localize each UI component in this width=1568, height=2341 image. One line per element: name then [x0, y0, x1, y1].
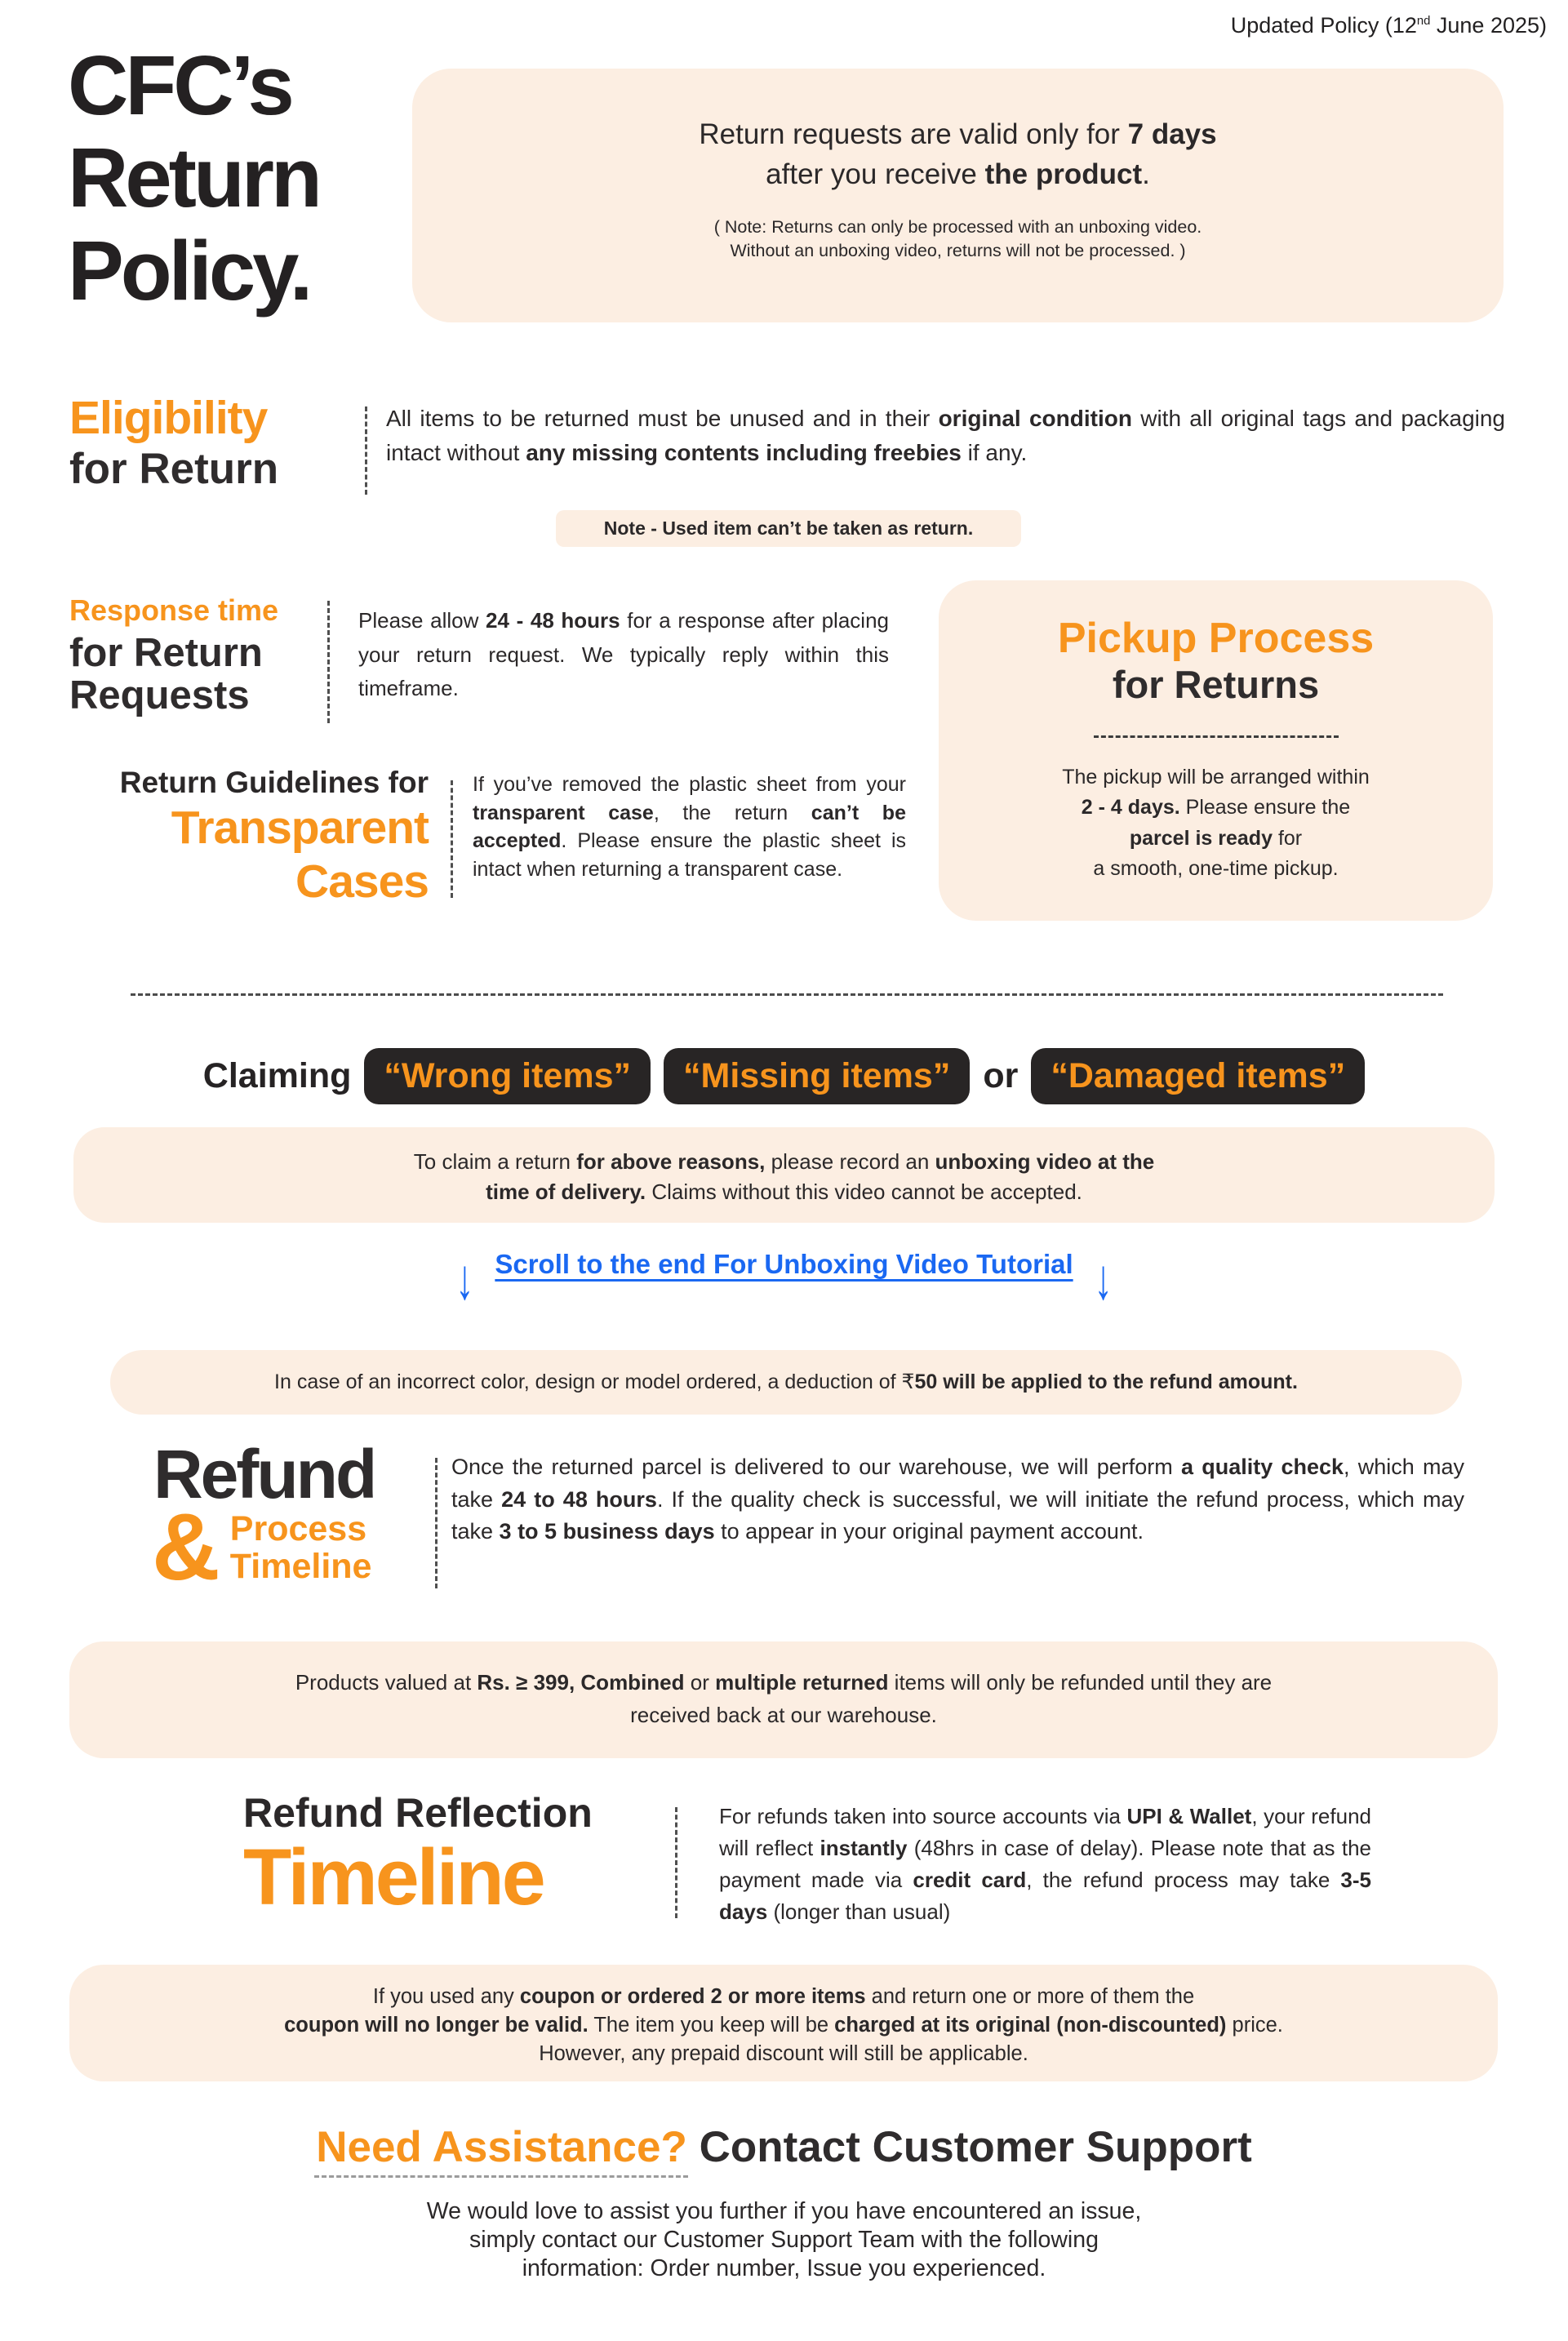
text-line [719, 1801, 1371, 1928]
validity-text [412, 114, 1504, 194]
transparent-paragraph [473, 771, 906, 883]
transparent-heading-orange-line: Cases [295, 855, 429, 908]
assistance-heading-orange: Need Assistance? [316, 2123, 687, 2171]
text-segment: Please ensure the [1179, 796, 1351, 820]
text-segment: . [1142, 158, 1150, 190]
updated-policy-label [1231, 13, 1547, 38]
text-segment: for [1273, 826, 1303, 850]
dashed-separator [365, 406, 367, 495]
text-segment: 3-5 days [719, 1868, 1371, 1924]
text-segment: Rs. ≥ 399, Combined [477, 1670, 685, 1695]
section-divider [131, 993, 1443, 996]
text-line [69, 1666, 1498, 1699]
text-segment: 3 to 5 business days [499, 1519, 715, 1544]
text-segment: . Please ensure the plastic sheet is intact when returning a transparent case. [473, 829, 906, 881]
text-segment: 2 - 4 days. [1081, 796, 1180, 820]
text-line [69, 2011, 1498, 2040]
transparent-heading-dark: Return Guidelines for [119, 766, 429, 799]
refund-heading-dark: Refund [153, 1436, 375, 1513]
text-segment: for a response after placing your return request. We typically reply within this timeframe. [358, 608, 889, 701]
text-line [69, 1983, 1498, 2011]
text-segment: charged at its original (non-discounted) [834, 2014, 1227, 2037]
text-segment: Return requests are valid only for [699, 118, 1128, 150]
assistance-paragraph-line: We would love to assist you further if you have encountered an issue, [426, 2198, 1142, 2224]
pickup-paragraph [939, 762, 1493, 885]
updated-policy-ordinal: nd [1416, 15, 1431, 28]
text-segment: instantly [820, 1836, 908, 1860]
text-line [939, 762, 1493, 793]
down-arrow-icon: ↓ [1094, 1247, 1113, 1313]
assistance-heading [0, 2122, 1568, 2172]
text-segment: and return one or more of them the [865, 1985, 1195, 2008]
pickup-heading-dark: for Returns [1112, 662, 1320, 706]
text-line [73, 1147, 1495, 1177]
transparent-cases-heading [69, 766, 429, 908]
text-segment: Please allow [358, 608, 486, 633]
text-line [939, 824, 1493, 855]
text-segment: , which may take [451, 1455, 1465, 1512]
claiming-heading [0, 1048, 1568, 1104]
unboxing-tutorial-link[interactable]: Scroll to the end For Unboxing Video Tutorial [495, 1249, 1073, 1279]
pickup-heading-orange: Pickup Process [1057, 615, 1375, 662]
claim-instructions-card [73, 1127, 1495, 1223]
text-segment: please record an [765, 1149, 935, 1174]
text-line [69, 2040, 1498, 2068]
text-segment: items will only be refunded until they are [888, 1670, 1273, 1695]
deduction-note-card [110, 1350, 1462, 1415]
page-title-line: Return [68, 131, 319, 225]
coupon-policy-card [69, 1965, 1498, 2081]
eligibility-heading [69, 392, 279, 493]
text-segment: credit card [913, 1868, 1027, 1892]
reflection-paragraph [719, 1801, 1371, 1928]
refund-subheading-line: Process [229, 1509, 367, 1548]
assistance-paragraph-line: information: Order number, Issue you experienced. [522, 2255, 1046, 2282]
text-segment: coupon or ordered 2 or more items [519, 1985, 866, 2008]
assistance-heading-dark: Contact Customer Support [699, 2123, 1252, 2171]
text-segment: for above reasons, [576, 1149, 766, 1174]
damaged-items-badge: “Damaged items” [1031, 1048, 1365, 1104]
text-segment: 50 will be applied to the refund amount. [914, 1370, 1298, 1393]
text-segment: UPI & Wallet [1126, 1804, 1252, 1828]
text-segment: 24 - 48 hours [486, 608, 620, 633]
text-segment: to appear in your original payment account. [714, 1519, 1144, 1544]
validity-card [412, 69, 1504, 322]
assistance-paragraph [0, 2197, 1568, 2283]
assistance-paragraph-line: simply contact our Customer Support Team with the following [469, 2227, 1099, 2254]
dashed-separator [675, 1807, 677, 1918]
text-segment: time of delivery. [486, 1179, 646, 1204]
refund-subheading-line: Timeline [229, 1547, 372, 1586]
response-time-heading [69, 594, 278, 717]
text-line [386, 402, 1505, 470]
text-segment: Products valued at [295, 1670, 478, 1695]
text-segment: . If the quality check is successful, we will initiate the refund process, which may take [451, 1486, 1464, 1544]
validity-line-2 [412, 154, 1504, 194]
response-heading-dark-line: Requests [69, 673, 250, 717]
used-item-note: Note - Used item can’t be taken as return. [556, 510, 1021, 547]
text-segment: after you receive [766, 158, 985, 190]
reflection-heading-orange: Timeline [243, 1832, 544, 1921]
text-segment: unboxing video at the [935, 1149, 1155, 1174]
eligibility-heading-orange: Eligibility [69, 392, 268, 444]
validity-note [412, 215, 1504, 263]
text-line [451, 1451, 1464, 1548]
products-value-card [69, 1641, 1498, 1758]
text-segment: price. [1226, 2014, 1283, 2037]
claiming-prefix: Claiming [202, 1056, 352, 1095]
text-segment: The item you keep will be [588, 2014, 835, 2037]
text-line [939, 793, 1493, 824]
refund-reflection-heading [243, 1790, 593, 1921]
updated-policy-prefix: Updated Policy (12 [1230, 13, 1417, 38]
pickup-process-card [939, 580, 1493, 921]
missing-items-badge: “Missing items” [664, 1048, 970, 1104]
text-line [412, 154, 1504, 194]
text-segment: However, any prepaid discount will still be applicable. [539, 2042, 1028, 2066]
validity-line-1 [412, 114, 1504, 154]
text-segment: with all original tags and packaging intact without [386, 406, 1506, 465]
text-segment: , the return [653, 801, 811, 824]
eligibility-paragraph [386, 402, 1505, 470]
text-line [358, 604, 889, 706]
text-segment: All items to be returned must be unused and in their [386, 406, 939, 431]
reflection-heading-dark: Refund Reflection [243, 1790, 593, 1836]
text-segment: original condition [938, 406, 1132, 431]
text-segment: , your refund will reflect [719, 1804, 1371, 1860]
tutorial-link-row [0, 1244, 1568, 1313]
text-segment: (48hrs in case of delay). Please note that as the payment made via [719, 1836, 1371, 1892]
dashed-separator [327, 601, 330, 723]
text-line [473, 771, 906, 883]
refund-process-subheading [152, 1494, 372, 1600]
page-title [68, 39, 319, 317]
dashed-separator [451, 780, 453, 898]
text-segment: a smooth, one-time pickup. [1093, 857, 1339, 881]
ampersand: & [152, 1494, 219, 1600]
text-segment: multiple returned [715, 1670, 889, 1695]
text-segment: if any. [961, 440, 1028, 465]
text-line [110, 1350, 1462, 1415]
text-segment: or [684, 1670, 716, 1695]
text-segment: coupon will no longer be valid. [284, 2014, 589, 2037]
text-segment: For refunds taken into source accounts via [719, 1804, 1127, 1828]
text-segment: transparent case [473, 801, 654, 824]
text-segment: If you used any [372, 1985, 520, 2008]
text-segment: the product [984, 158, 1143, 190]
down-arrow-icon: ↓ [455, 1247, 474, 1313]
text-segment: can’t be accepted [473, 801, 906, 852]
text-segment: 7 days [1127, 118, 1217, 150]
refund-process-paragraph [451, 1451, 1464, 1548]
page-title-line: Policy. [68, 223, 310, 318]
text-line [73, 1177, 1495, 1207]
eligibility-heading-dark: for Return [69, 445, 279, 493]
text-segment: received back at our warehouse. [630, 1703, 937, 1728]
dashed-line [1094, 735, 1339, 738]
text-segment: Claims without this video cannot be accepted. [646, 1179, 1082, 1204]
text-segment: parcel is ready [1129, 826, 1273, 850]
page-title-line: CFC’s [68, 38, 291, 132]
text-segment: If you’ve removed the plastic sheet from your [473, 773, 906, 796]
transparent-heading-orange-line: Transparent [171, 802, 429, 854]
text-segment: To claim a return [413, 1149, 577, 1174]
text-segment: Once the returned parcel is delivered to our warehouse, we will perform [451, 1455, 1181, 1479]
updated-policy-suffix: June 2025) [1430, 13, 1547, 38]
text-segment: In case of an incorrect color, design or model ordered, a deduction of ₹ [274, 1370, 915, 1393]
dashed-underline [314, 2175, 688, 2178]
text-line [939, 854, 1493, 885]
response-heading-dark-line: for Return [69, 630, 263, 675]
text-line [412, 114, 1504, 154]
text-segment: (longer than usual) [767, 1899, 951, 1924]
validity-note-line: ( Note: Returns can only be processed with an unboxing video. [713, 217, 1202, 237]
response-paragraph [358, 604, 889, 706]
validity-note-line: Without an unboxing video, returns will not be processed. ) [730, 241, 1186, 261]
response-heading-orange: Response time [69, 593, 279, 627]
text-segment: any missing contents including freebies [526, 440, 962, 465]
dashed-separator [435, 1458, 438, 1588]
text-segment: 24 to 48 hours [501, 1486, 657, 1512]
text-segment: The pickup will be arranged within [1062, 765, 1370, 788]
claiming-or: or [983, 1056, 1019, 1095]
wrong-items-badge: “Wrong items” [364, 1048, 651, 1104]
text-segment: , the refund process may take [1026, 1868, 1341, 1892]
text-line [69, 1699, 1498, 1731]
text-segment: a quality check [1181, 1455, 1344, 1479]
